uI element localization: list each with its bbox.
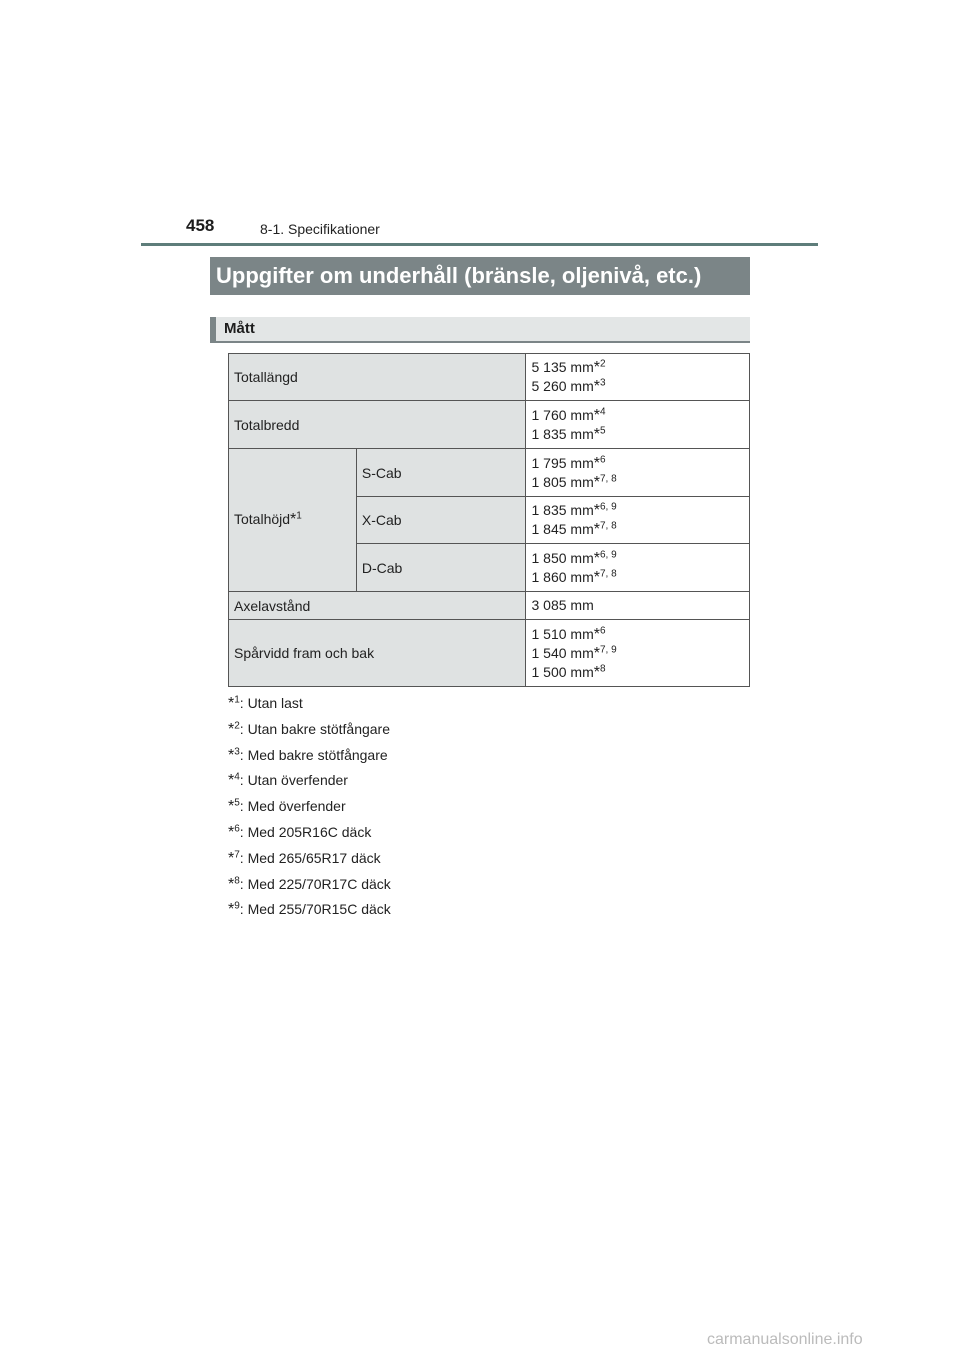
row-label: Spårvidd fram och bak bbox=[229, 620, 526, 687]
row-value: 5 135 mm*$^2$ 5 260 mm*$^3$ bbox=[526, 354, 750, 401]
watermark: carmanualsonline.info bbox=[707, 1331, 863, 1348]
table-row bbox=[229, 449, 750, 497]
footnote: *$^6$: Med 205R16C däck bbox=[228, 823, 372, 841]
footnote: *$^3$: Med bakre stötfångare bbox=[228, 745, 388, 764]
table-row bbox=[229, 401, 750, 449]
section-path: 8-1. Specifikationer bbox=[260, 221, 380, 237]
page-number: 458 bbox=[186, 216, 215, 235]
row-value: 1 835 mm*$^{6, 9}$ 1 845 mm*$^{7, 8}$ bbox=[526, 497, 750, 544]
footnote: *$^9$: Med 255/70R15C däck bbox=[228, 900, 391, 919]
cab-label: S-Cab bbox=[356, 449, 526, 497]
row-value: 1 795 mm*$^6$ 1 805 mm*$^{7, 8}$ bbox=[526, 449, 750, 497]
row-label: Totalhöjd*$^1$ bbox=[229, 449, 357, 592]
row-label: Totallängd bbox=[229, 354, 526, 401]
footnote: *$^1$: Utan last bbox=[228, 694, 303, 712]
footnote: *$^4$: Utan överfender bbox=[228, 771, 348, 790]
row-label: Totalbredd bbox=[229, 401, 526, 449]
table-row bbox=[229, 354, 750, 401]
row-value: 3 085 mm bbox=[526, 592, 750, 620]
table-row bbox=[229, 620, 750, 687]
footnote: *$^8$: Med 225/70R17C däck bbox=[228, 874, 391, 893]
row-label: Axelavstånd bbox=[229, 592, 526, 620]
header-rule bbox=[141, 243, 818, 246]
footnotes bbox=[228, 692, 391, 924]
row-value: 1 760 mm*$^4$ 1 835 mm*$^5$ bbox=[526, 401, 750, 449]
page-title: Uppgifter om underhåll (bränsle, oljenivå, etc.) bbox=[210, 257, 750, 295]
cab-label: D-Cab bbox=[356, 544, 526, 592]
dimensions-table bbox=[228, 353, 750, 687]
footnote: *$^5$: Med överfender bbox=[228, 797, 346, 816]
table-row bbox=[229, 592, 750, 620]
subsection-header bbox=[210, 317, 750, 343]
footnote: *$^7$: Med 265/65R17 däck bbox=[228, 849, 381, 867]
row-value: 1 850 mm*$^{6, 9}$ 1 860 mm*$^{7, 8}$ bbox=[526, 544, 750, 592]
cab-label: X-Cab bbox=[356, 497, 526, 544]
subsection-accent bbox=[210, 317, 216, 343]
subsection-title: Mått bbox=[224, 320, 255, 337]
row-value: 1 510 mm*$^6$ 1 540 mm*$^{7, 9}$ 1 500 mm*$^8$ bbox=[526, 620, 750, 687]
footnote: *$^2$: Utan bakre stötfångare bbox=[228, 720, 390, 738]
